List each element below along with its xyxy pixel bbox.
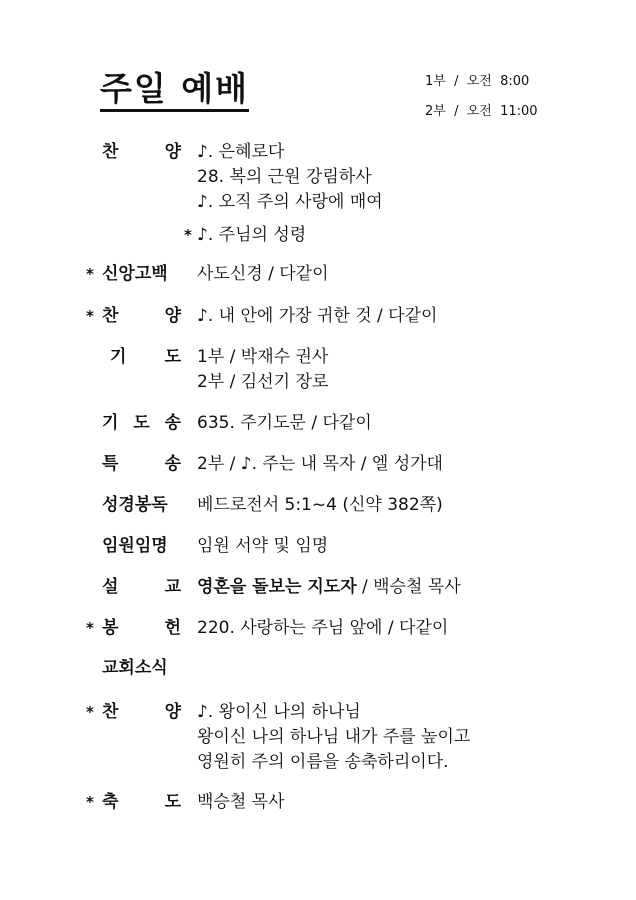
order-content: 635. 주기도문 / 다같이 <box>197 413 372 433</box>
hymn-line: ♪. 은혜로다 <box>197 142 285 162</box>
order-label: 봉 헌 <box>102 618 181 638</box>
sermon-title: 영혼을 돌보는 지도자 <box>197 577 357 597</box>
order-content: 백승철 목사 <box>197 792 285 812</box>
order-content: 1부 / 박재수 권사 2부 / 김선기 장로 <box>197 347 329 392</box>
standing-mark: * <box>86 619 94 637</box>
order-label: 찬 양 <box>102 702 181 722</box>
order-label: 기 도 <box>110 347 181 367</box>
order-label: 교회소식 <box>102 658 168 678</box>
standing-mark: * <box>86 703 94 721</box>
service-time-1: 1부 / 오전 8:00 <box>425 73 530 89</box>
order-label: 특 송 <box>102 454 181 474</box>
order-content <box>184 140 383 248</box>
order-content: ♪. 왕이신 나의 하나님 왕이신 나의 하나님 내가 주를 높이고 영원히 주의 이름을 송축하리이다. <box>197 702 471 772</box>
standing-mark: * <box>184 226 192 244</box>
standing-mark: * <box>86 307 94 325</box>
order-content: 베드로전서 5:1~4 (신약 382쪽) <box>197 495 443 515</box>
order-label: 임원임명 <box>102 536 168 556</box>
order-label: 찬 양 <box>102 142 181 162</box>
order-label: 찬 양 <box>102 306 181 326</box>
service-time-2: 2부 / 오전 11:00 <box>425 103 538 119</box>
order-label: 성경봉독 <box>102 495 168 515</box>
hymn-line: ♪. 오직 주의 사랑에 매여 <box>197 192 383 212</box>
order-label: 기 도 송 <box>102 413 181 433</box>
standing-mark: * <box>86 265 94 283</box>
hymn-line: 28. 복의 근원 강림하사 <box>197 167 372 187</box>
order-label: 축 도 <box>102 792 181 812</box>
order-content: 2부 / ♪. 주는 내 목자 / 엘 성가대 <box>197 454 443 474</box>
hymn-line: * ♪. 주님의 성령 <box>197 223 383 248</box>
standing-mark: * <box>86 793 94 811</box>
order-content: ♪. 내 안에 가장 귀한 것 / 다같이 <box>197 306 438 326</box>
service-times <box>425 66 538 126</box>
order-content: 220. 사랑하는 주님 앞에 / 다같이 <box>197 618 449 638</box>
order-label: 신앙고백 <box>102 264 168 284</box>
order-content <box>197 575 461 600</box>
order-label: 설 교 <box>102 577 181 597</box>
order-content: 사도신경 / 다같이 <box>197 264 329 284</box>
sermon-preacher: / 백승철 목사 <box>356 577 461 597</box>
order-content: 임원 서약 및 임명 <box>197 536 329 556</box>
page-title: 주일 예배 <box>100 68 249 112</box>
